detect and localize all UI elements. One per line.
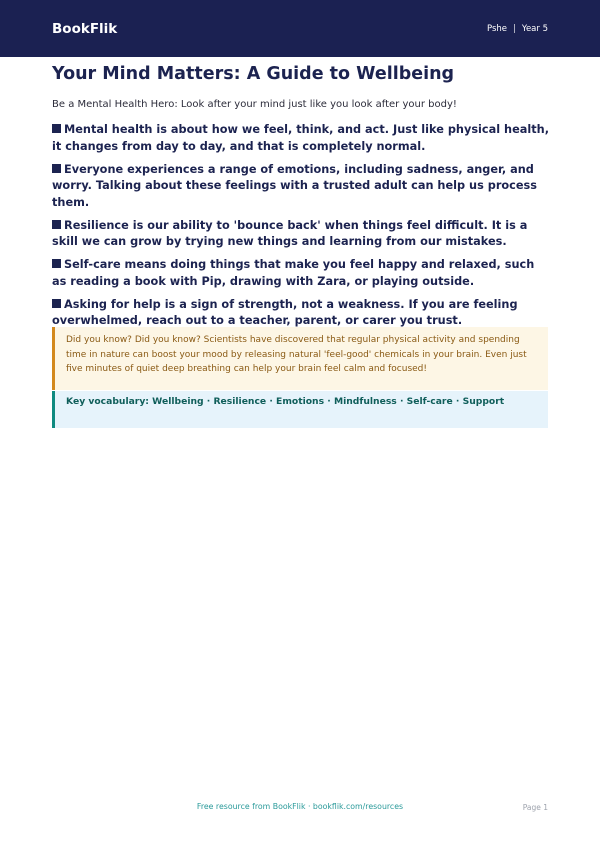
vocabulary-text: Key vocabulary: Wellbeing · Resilience · Emotions · Mindfulness · Self-care · Support	[66, 396, 505, 407]
list-item	[52, 218, 552, 251]
list-item	[52, 162, 552, 212]
header-meta	[487, 24, 548, 34]
square-bullet-icon	[52, 220, 61, 229]
subject-label: Pshe	[486, 23, 508, 34]
key-points-list	[52, 122, 552, 336]
point-text: Everyone experiences a range of emotions, including sadness, anger, and worry. Talking about these feelings with a trusted adult can help us process them.	[52, 162, 537, 209]
header-bar	[0, 0, 600, 57]
point-text: Self-care means doing things that make you feel happy and relaxed, such as reading a book with Pip, drawing with Zara, or playing outside.	[52, 258, 535, 288]
square-bullet-icon	[52, 299, 61, 308]
list-item	[52, 297, 552, 330]
callout-text: Did you know? Did you know? Scientists have discovered that regular physical activity and spending time in nature can boost your mood by releasing natural 'feel-good' chemicals in your brain. Even just five minutes of quiet deep breathing can help your brain feel calm and focused!	[66, 335, 527, 374]
did-you-know-callout	[52, 327, 548, 390]
page-title: Your Mind Matters: A Guide to Wellbeing	[52, 64, 455, 84]
footer-credit-link[interactable]: Free resource from BookFlik · bookflik.com/resources	[196, 802, 404, 811]
year-label: Year 5	[521, 23, 548, 34]
brand-logo[interactable]: BookFlik	[52, 20, 118, 37]
list-item	[52, 257, 552, 290]
page-number: Page 1	[522, 803, 548, 812]
square-bullet-icon	[52, 164, 61, 173]
point-text: Resilience is our ability to 'bounce back' when things feel difficult. It is a skill we can grow by trying new things and learning from our mistakes.	[52, 218, 528, 248]
meta-separator: |	[513, 23, 516, 34]
page-subtitle: Be a Mental Health Hero: Look after your mind just like you look after your body!	[52, 99, 457, 110]
list-item	[52, 122, 552, 155]
point-text: Mental health is about how we feel, think, and act. Just like physical health, it changes from day to day, and that is completely normal.	[52, 123, 549, 153]
key-vocabulary-box	[52, 391, 548, 428]
square-bullet-icon	[52, 259, 61, 268]
point-text: Asking for help is a sign of strength, not a weakness. If you are feeling overwhelmed, reach out to a teacher, parent, or carer you trust.	[52, 297, 518, 327]
square-bullet-icon	[52, 124, 61, 133]
